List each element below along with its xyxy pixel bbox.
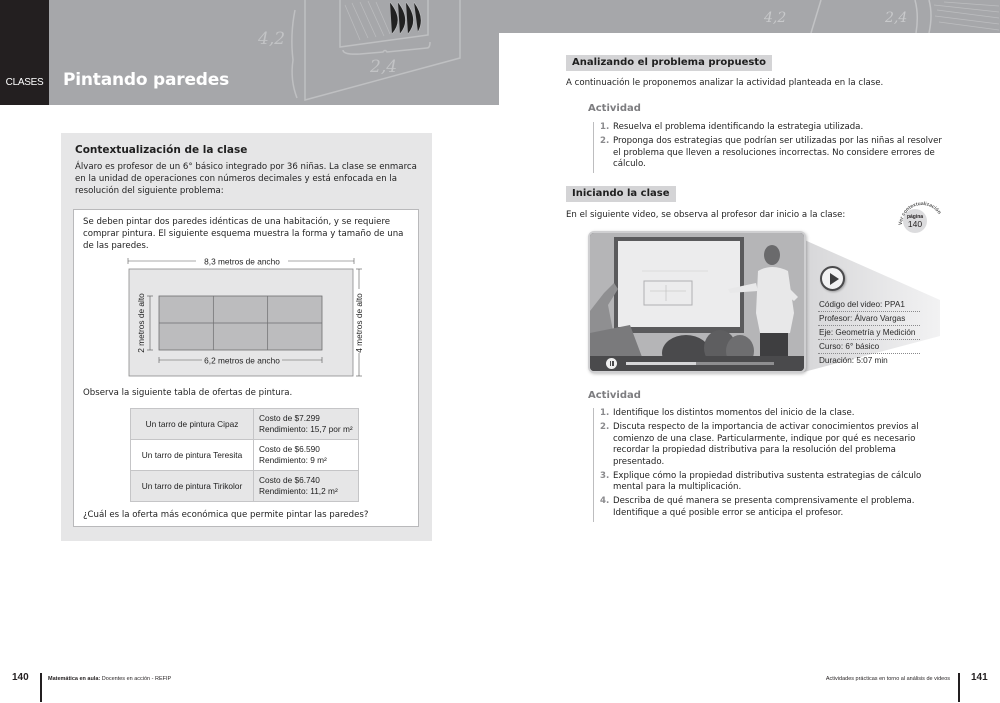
activity-text: Explique cómo la propiedad distributiva sustenta estrategias de cálculo mental para la multiplicación. (613, 470, 922, 492)
video-controls (590, 356, 804, 371)
outer-width-label: 8,3 metros de ancho (204, 256, 280, 267)
activity-text: Discuta respecto de la importancia de activar conocimientos previos al comienzo de una clase. Particularmente, indique por qué es necesario recordar la propiedad distributiva para la resolución del problema presentado. (613, 422, 919, 467)
analysis-activity-title: Actividad (588, 103, 641, 114)
header-right-banner (499, 0, 1000, 33)
left-footer-title-rest: Docentes en acción - REFIP (100, 676, 172, 682)
video-progress-fill (626, 362, 696, 365)
sketch-illustration-right (499, 0, 1000, 33)
offer-row (131, 409, 359, 440)
activity-text: Resuelva el problema identificando la estrategia utilizada. (613, 122, 864, 132)
activity-item (600, 496, 945, 519)
activity-item (600, 422, 945, 468)
activity-number: 1. (600, 408, 610, 418)
offer-row (131, 471, 359, 502)
video-thumbnail (590, 233, 804, 357)
right-footer-rule (958, 673, 960, 702)
right-footer-title: Actividades prácticas en torno al análisis de videos (825, 676, 950, 682)
offer-name: Un tarro de pintura Cipaz (131, 409, 254, 440)
offer-detail (254, 471, 359, 502)
left-footer-rule (40, 673, 42, 702)
offer-name: Un tarro de pintura Teresita (131, 440, 254, 471)
video-duration: Duración: 5:07 min (819, 356, 888, 365)
analysis-activity-list (593, 122, 945, 173)
video-info-list (818, 298, 920, 367)
header-left-banner (0, 0, 499, 105)
outer-height-label: 4 metros de alto (354, 293, 364, 353)
section-tab (0, 0, 49, 105)
offer-cost: Costo de $6.740 (259, 475, 320, 485)
offer-yield: Rendimiento: 9 m² (259, 455, 327, 465)
activity-number: 1. (600, 122, 610, 132)
activity-number: 4. (600, 496, 610, 506)
pause-icon[interactable] (606, 358, 617, 369)
start-intro: En el siguiente video, se observa al profesor dar inicio a la clase: (566, 210, 846, 220)
badge-arc-text: Ver contextualización (897, 200, 943, 226)
activity-item (600, 122, 945, 134)
play-icon[interactable] (820, 266, 845, 291)
activity-number: 2. (600, 136, 610, 146)
context-title: Contextualización de la clase (75, 144, 248, 156)
right-page-number: 141 (971, 672, 988, 683)
activity-number: 3. (600, 470, 610, 481)
window-grid (159, 296, 322, 350)
video-axis: Eje: Geometría y Medición (818, 326, 920, 340)
left-footer-title-bold: Matemática en aula: (48, 676, 101, 682)
activity-number: 2. (600, 422, 610, 432)
activity-item (600, 471, 945, 494)
analysis-heading: Analizando el problema propuesto (566, 55, 772, 71)
video-code: Código del video: PPA1 (818, 298, 920, 312)
activity-item (600, 136, 945, 171)
table-intro: Observa la siguiente tabla de ofertas de pintura. (83, 388, 293, 398)
offer-row (131, 440, 359, 471)
wall-diagram (126, 253, 366, 378)
badge-page: 140 (907, 219, 923, 229)
problem-statement: Se deben pintar dos paredes idénticas de una habitación, y se requiere comprar pintura. El siguiente esquema muestra la forma y tamaño de una de las paredes. (83, 217, 404, 251)
problem-box (73, 209, 419, 527)
left-page-number: 140 (12, 672, 29, 683)
video-teacher: Profesor: Álvaro Vargas (818, 312, 920, 326)
contextualization-badge[interactable] (894, 195, 950, 235)
sketch-number-4-2: 4,2 (258, 29, 286, 49)
offer-detail (254, 440, 359, 471)
analysis-intro: A continuación le proponemos analizar la actividad planteada en la clase. (566, 78, 884, 88)
inner-height-label: 2 metros de alto (136, 293, 146, 353)
activity-text: Proponga dos estrategias que podrían ser utilizadas por las niñas al resolver el problema que lleven a resoluciones incorrectas. No considere errores de cálculo. (613, 136, 942, 169)
start-activity-list (593, 408, 945, 522)
activity-text: Describa de qué manera se presenta comprensivamente el problema. Identifique a qué posible error se anticipa el profesor. (613, 496, 915, 518)
start-heading: Iniciando la clase (566, 186, 676, 202)
offers-table (130, 408, 359, 502)
context-box (61, 133, 432, 541)
context-text: Álvaro es profesor de un 6° básico integrado por 36 niñas. La clase se enmarca en la unidad de operaciones con números decimales y está enfocada en la resolución del siguiente problema: (75, 162, 417, 196)
offer-yield: Rendimiento: 11,2 m² (259, 486, 338, 496)
offer-cost: Costo de $6.590 (259, 444, 320, 454)
badge-label: página (906, 214, 924, 220)
sketch-number-4-2-right: 4,2 (764, 10, 787, 26)
video-progress-bar[interactable] (626, 362, 774, 365)
inner-width-label: 6,2 metros de ancho (204, 355, 280, 366)
activity-item (600, 408, 945, 420)
activity-text: Identifique los distintos momentos del inicio de la clase. (613, 408, 855, 418)
offer-name: Un tarro de pintura Tirikolor (131, 471, 254, 502)
video-course: Curso: 6° básico (818, 340, 920, 354)
start-activity-title: Actividad (588, 390, 641, 401)
section-label: CLASES (5, 77, 44, 88)
offer-yield: Rendimiento: 15,7 por m² (259, 424, 353, 434)
video-player[interactable] (588, 231, 806, 373)
problem-question: ¿Cuál es la oferta más económica que permite pintar las paredes? (83, 510, 369, 520)
offer-cost: Costo de $7.299 (259, 413, 320, 423)
page-title: Pintando paredes (63, 70, 230, 90)
offer-detail (254, 409, 359, 440)
left-footer-title (48, 676, 171, 682)
sketch-number-2-4-right: 2,4 (885, 10, 908, 26)
sketch-number-2-4: 2,4 (370, 57, 398, 77)
